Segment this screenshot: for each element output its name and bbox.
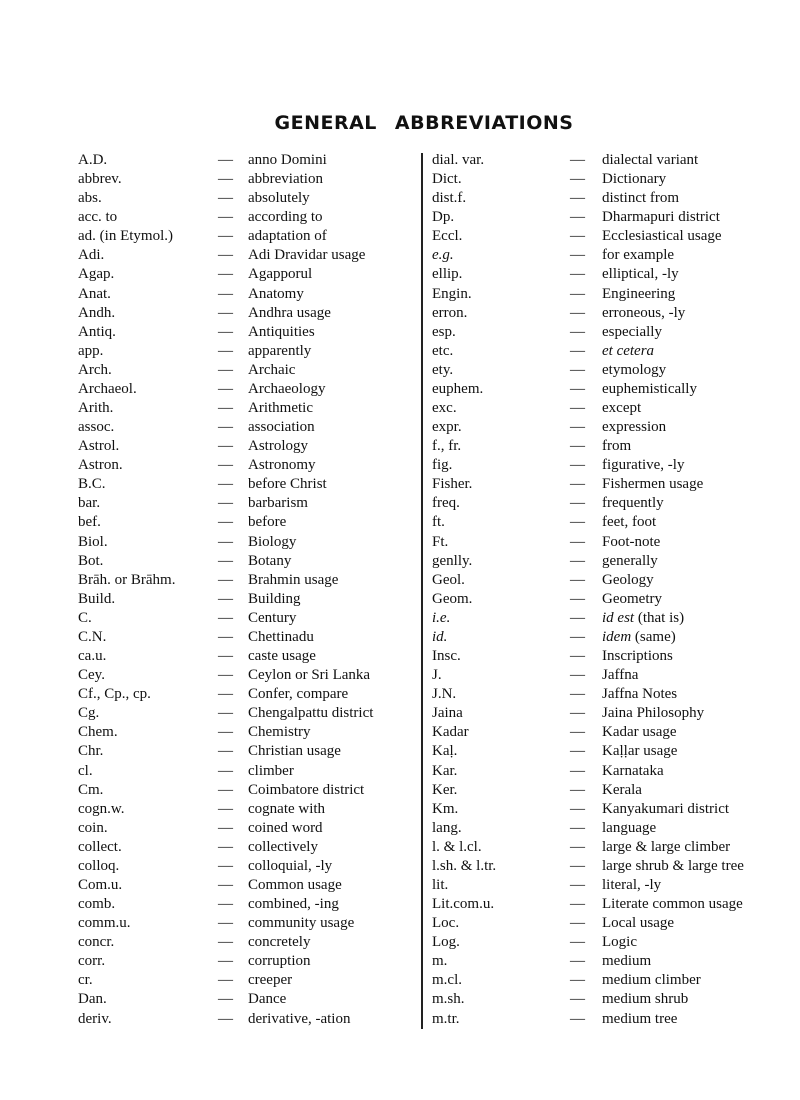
- entry-dash: —: [218, 934, 233, 951]
- abbreviation-term: Cf., Cp., cp.: [78, 686, 151, 703]
- abbreviation-term: m.cl.: [432, 972, 462, 989]
- abbreviation-term: ca.u.: [78, 648, 107, 665]
- abbreviation-term: J.: [432, 667, 442, 684]
- entry-dash: —: [570, 400, 585, 417]
- entry-dash: —: [218, 152, 233, 168]
- abbreviation-meaning: distinct from: [602, 190, 680, 207]
- abbreviation-term: C.N.: [78, 628, 107, 645]
- abbreviation-term: Chem.: [78, 724, 118, 741]
- abbreviation-term: etc.: [432, 342, 454, 359]
- entry-dash: —: [218, 896, 233, 913]
- abbreviation-term: abbrev.: [78, 171, 122, 188]
- entry-dash: —: [570, 724, 585, 741]
- entry-dash: —: [218, 361, 233, 378]
- entry-dash: —: [570, 915, 585, 932]
- title-word-2: ABBREVIATIONS: [394, 112, 574, 134]
- entry-dash: —: [570, 190, 585, 207]
- abbreviation-meaning: apparently: [248, 342, 312, 359]
- entry-dash: —: [218, 457, 233, 474]
- entry-dash: —: [570, 514, 585, 531]
- entry-dash: —: [570, 152, 585, 168]
- abbreviation-meaning: erroneous, -ly: [602, 304, 686, 321]
- abbreviation-meaning: Dictionary: [602, 171, 667, 188]
- entry-dash: —: [218, 438, 233, 455]
- abbreviation-term: Brāh. or Brāhm.: [78, 571, 176, 588]
- abbreviation-term: ellip.: [432, 266, 463, 283]
- abbreviation-term: Agap.: [78, 266, 115, 283]
- abbreviation-meaning: for example: [602, 247, 675, 264]
- abbreviation-term: Cg.: [78, 705, 100, 722]
- abbreviation-meaning: et cetera: [602, 342, 655, 359]
- meaning-italic-part: id est: [602, 609, 635, 626]
- abbreviation-meaning: adaptation of: [248, 228, 327, 245]
- abbreviation-term: l.sh. & l.tr.: [432, 857, 497, 874]
- entry-dash: —: [570, 667, 585, 684]
- meaning-italic-part: idem: [602, 628, 632, 645]
- abbreviation-meaning: Karnataka: [602, 762, 664, 779]
- entry-dash: —: [570, 247, 585, 264]
- abbreviation-meaning: Local usage: [602, 915, 675, 932]
- abbreviation-meaning: before Christ: [248, 476, 327, 493]
- abbreviation-meaning: Engineering: [602, 285, 676, 302]
- abbreviation-term: Astron.: [78, 457, 123, 474]
- entry-dash: —: [218, 495, 233, 512]
- abbreviation-meaning: Geology: [602, 571, 654, 588]
- abbreviation-meaning: Inscriptions: [602, 648, 673, 665]
- abbreviation-term: Geom.: [432, 590, 473, 607]
- abbreviation-meaning: Kaḷḷar usage: [602, 743, 678, 760]
- entry-dash: —: [570, 609, 585, 626]
- abbreviation-meaning: cognate with: [248, 800, 326, 817]
- entry-dash: —: [218, 476, 233, 493]
- entry-dash: —: [218, 266, 233, 283]
- entry-dash: —: [218, 857, 233, 874]
- abbreviation-term: ety.: [432, 361, 454, 378]
- entry-dash: —: [570, 857, 585, 874]
- abbreviation-term: Adi.: [78, 247, 105, 264]
- abbreviation-meaning: Adi Dravidar usage: [248, 247, 366, 264]
- entry-dash: —: [218, 552, 233, 569]
- abbreviation-meaning: figurative, -ly: [602, 457, 685, 474]
- abbreviation-meaning: etymology: [602, 361, 667, 378]
- abbreviation-term: deriv.: [78, 1010, 112, 1027]
- abbreviation-term: collect.: [78, 838, 122, 855]
- abbreviation-term: freq.: [432, 495, 460, 512]
- abbreviation-term: colloq.: [78, 857, 120, 874]
- entry-dash: —: [218, 533, 233, 550]
- abbreviation-term: A.D.: [78, 152, 108, 168]
- abbreviation-term: Arith.: [78, 400, 114, 417]
- entry-dash: —: [218, 609, 233, 626]
- abbreviation-term: dist.f.: [432, 190, 467, 207]
- abbreviation-term: i.e.: [432, 609, 451, 626]
- abbreviation-term: Antiq.: [78, 323, 116, 340]
- abbreviation-term: Log.: [432, 934, 460, 951]
- entry-dash: —: [218, 724, 233, 741]
- abbreviation-meaning: Foot-note: [602, 533, 661, 550]
- entry-dash: —: [570, 457, 585, 474]
- entry-dash: —: [570, 342, 585, 359]
- entry-dash: —: [218, 781, 233, 798]
- entry-dash: —: [218, 571, 233, 588]
- abbreviation-meaning: community usage: [248, 915, 355, 932]
- abbreviation-meaning: Chemistry: [248, 724, 311, 741]
- abbreviation-term: ft.: [432, 514, 445, 531]
- abbreviation-meaning: frequently: [602, 495, 664, 512]
- abbreviation-meaning: Geometry: [602, 590, 662, 607]
- entry-dash: —: [218, 171, 233, 188]
- abbreviation-term: Astrol.: [78, 438, 120, 455]
- entry-dash: —: [570, 285, 585, 302]
- abbreviation-term: Eccl.: [432, 228, 463, 245]
- entry-dash: —: [218, 686, 233, 703]
- abbreviation-meaning: Christian usage: [248, 743, 341, 760]
- entry-dash: —: [218, 743, 233, 760]
- abbreviation-term: Km.: [432, 800, 459, 817]
- abbreviation-meaning: coined word: [248, 819, 323, 836]
- entry-dash: —: [218, 247, 233, 264]
- abbreviation-term: bar.: [78, 495, 101, 512]
- entry-dash: —: [218, 514, 233, 531]
- entry-dash: —: [570, 705, 585, 722]
- abbreviation-meaning: barbarism: [248, 495, 308, 512]
- entry-dash: —: [570, 533, 585, 550]
- entry-dash: —: [570, 476, 585, 493]
- abbreviation-term: Chr.: [78, 743, 104, 760]
- entry-dash: —: [218, 667, 233, 684]
- abbreviation-meaning: generally: [602, 552, 658, 569]
- abbreviation-term: Kaḷ.: [432, 743, 458, 760]
- abbreviation-term: Cey.: [78, 667, 105, 684]
- abbreviation-term: Insc.: [432, 648, 461, 665]
- abbreviation-meaning: Common usage: [248, 876, 342, 893]
- entry-dash: —: [218, 380, 233, 397]
- entry-dash: —: [570, 571, 585, 588]
- entry-dash: —: [570, 419, 585, 436]
- entry-dash: —: [570, 876, 585, 893]
- abbreviation-term: m.: [432, 953, 448, 970]
- abbreviation-term: lit.: [432, 876, 449, 893]
- abbreviation-meaning: medium climber: [602, 972, 701, 989]
- entry-dash: —: [570, 628, 585, 645]
- abbreviation-term: concr.: [78, 934, 115, 951]
- abbreviation-term: exc.: [432, 400, 457, 417]
- abbreviation-meaning: Chettinadu: [248, 628, 314, 645]
- entry-dash: —: [570, 1010, 585, 1027]
- abbreviation-meaning: Kadar usage: [602, 724, 677, 741]
- abbreviation-term: assoc.: [78, 419, 115, 436]
- abbreviation-meaning: concretely: [248, 934, 311, 951]
- abbreviation-meaning: abbreviation: [248, 171, 323, 188]
- abbreviation-term: erron.: [432, 304, 468, 321]
- abbreviation-term: Archaeol.: [78, 380, 137, 397]
- abbreviation-meaning: absolutely: [248, 190, 310, 207]
- entry-dash: —: [218, 972, 233, 989]
- abbreviation-term: Ker.: [432, 781, 458, 798]
- abbreviation-term: lang.: [432, 819, 462, 836]
- entry-dash: —: [570, 495, 585, 512]
- abbreviation-term: Geol.: [432, 571, 465, 588]
- entry-dash: —: [218, 285, 233, 302]
- abbreviation-meaning: [602, 628, 676, 647]
- abbreviation-term: app.: [78, 342, 104, 359]
- abbreviation-term: cl.: [78, 762, 93, 779]
- entry-dash: —: [218, 400, 233, 417]
- abbreviation-term: Lit.com.u.: [432, 896, 495, 913]
- entry-dash: —: [218, 838, 233, 855]
- abbreviation-term: cogn.w.: [78, 800, 125, 817]
- abbreviation-meaning: Jaina Philosophy: [602, 705, 705, 722]
- abbreviation-term: Cm.: [78, 781, 104, 798]
- abbreviation-meaning: large shrub & large tree: [602, 857, 744, 874]
- abbreviation-meaning: Brahmin usage: [248, 571, 339, 588]
- entry-dash: —: [218, 342, 233, 359]
- abbreviation-term: Dict.: [432, 171, 462, 188]
- abbreviation-meaning: feet, foot: [602, 514, 657, 531]
- entry-dash: —: [218, 876, 233, 893]
- abbreviation-term: ad. (in Etymol.): [78, 228, 173, 245]
- abbreviation-meaning: according to: [248, 209, 323, 226]
- abbreviation-term: e.g.: [432, 247, 454, 264]
- abbreviation-term: Kadar: [432, 724, 469, 741]
- abbreviation-term: B.C.: [78, 476, 106, 493]
- entry-dash: —: [570, 934, 585, 951]
- abbreviation-meaning: association: [248, 419, 315, 436]
- abbreviation-meaning: colloquial, -ly: [248, 857, 333, 874]
- abbreviation-meaning: medium tree: [602, 1010, 678, 1027]
- abbreviation-term: Bot.: [78, 552, 104, 569]
- abbreviation-term: Ft.: [432, 533, 449, 550]
- abbreviation-meaning: [602, 609, 684, 628]
- abbreviation-meaning: Kerala: [602, 781, 642, 798]
- entry-dash: —: [570, 896, 585, 913]
- abbreviation-term: genlly.: [432, 552, 473, 569]
- abbreviation-meaning: euphemistically: [602, 380, 697, 397]
- abbreviation-meaning: Dharmapuri district: [602, 209, 720, 226]
- entry-dash: —: [570, 762, 585, 779]
- abbreviation-term: Engin.: [432, 285, 472, 302]
- entry-dash: —: [218, 190, 233, 207]
- entry-dash: —: [218, 800, 233, 817]
- abbreviation-meaning: large & large climber: [602, 838, 731, 855]
- abbreviation-meaning: collectively: [248, 838, 318, 855]
- entry-dash: —: [570, 323, 585, 340]
- entry-dash: —: [218, 915, 233, 932]
- abbreviation-term: expr.: [432, 419, 462, 436]
- abbreviation-meaning: climber: [248, 762, 294, 779]
- entry-dash: —: [218, 762, 233, 779]
- abbreviation-term: C.: [78, 609, 92, 626]
- entry-dash: —: [218, 628, 233, 645]
- abbreviation-meaning: medium shrub: [602, 991, 689, 1008]
- entry-dash: —: [570, 991, 585, 1008]
- abbreviation-meaning: expression: [602, 419, 667, 436]
- entry-dash: —: [570, 228, 585, 245]
- abbreviation-term: l. & l.cl.: [432, 838, 482, 855]
- entry-dash: —: [218, 1010, 233, 1027]
- entry-dash: —: [570, 800, 585, 817]
- entry-dash: —: [218, 228, 233, 245]
- meaning-rest-part: (that is): [634, 609, 685, 626]
- abbreviation-meaning: Archaeology: [248, 380, 326, 397]
- entry-dash: —: [218, 419, 233, 436]
- entry-dash: —: [570, 838, 585, 855]
- abbreviation-term: euphem.: [432, 380, 484, 397]
- abbreviation-term: m.sh.: [432, 991, 465, 1008]
- abbreviation-meaning: Kanyakumari district: [602, 800, 730, 817]
- abbreviation-term: acc. to: [78, 209, 118, 226]
- entry-dash: —: [570, 380, 585, 397]
- abbreviation-term: Andh.: [78, 304, 116, 321]
- abbreviation-meaning: literal, -ly: [602, 876, 662, 893]
- abbreviation-meaning: caste usage: [248, 648, 316, 665]
- abbreviation-term: f., fr.: [432, 438, 462, 455]
- entry-dash: —: [570, 209, 585, 226]
- abbreviation-term: Loc.: [432, 915, 460, 932]
- abbreviation-meaning: Building: [248, 590, 301, 607]
- abbreviation-term: dial. var.: [432, 152, 485, 168]
- abbreviation-meaning: Century: [248, 609, 297, 626]
- abbreviation-meaning: from: [602, 438, 632, 455]
- abbreviation-meaning: language: [602, 819, 657, 836]
- abbreviation-meaning: Fishermen usage: [602, 476, 704, 493]
- entry-dash: —: [570, 304, 585, 321]
- page-title: [0, 112, 800, 134]
- entry-dash: —: [570, 781, 585, 798]
- entry-dash: —: [570, 819, 585, 836]
- abbreviation-term: cr.: [78, 972, 93, 989]
- entry-dash: —: [570, 972, 585, 989]
- abbreviation-term: bef.: [78, 514, 101, 531]
- abbreviation-term: Dan.: [78, 991, 107, 1008]
- entry-dash: —: [218, 590, 233, 607]
- abbreviation-meaning: Biology: [248, 533, 297, 550]
- abbreviation-meaning: Literate common usage: [602, 896, 743, 913]
- abbreviation-meaning: creeper: [248, 972, 293, 989]
- abbreviation-term: comb.: [78, 896, 116, 913]
- abbreviation-meaning: anno Domini: [248, 152, 327, 168]
- abbreviation-term: Arch.: [78, 361, 112, 378]
- abbreviation-term: Anat.: [78, 285, 111, 302]
- abbreviation-meaning: medium: [602, 953, 652, 970]
- abbreviation-term: Biol.: [78, 533, 108, 550]
- abbreviation-term: Com.u.: [78, 876, 123, 893]
- abbreviation-meaning: Coimbatore district: [248, 781, 365, 798]
- abbreviation-term: Build.: [78, 590, 116, 607]
- abbreviation-term: coin.: [78, 819, 108, 836]
- abbreviation-meaning: derivative, -ation: [248, 1010, 351, 1027]
- abbreviation-meaning: Agapporul: [248, 266, 313, 283]
- abbreviation-meaning: Anatomy: [248, 285, 304, 302]
- entry-dash: —: [570, 686, 585, 703]
- abbreviation-meaning: elliptical, -ly: [602, 266, 679, 283]
- abbreviation-meaning: Astronomy: [248, 457, 316, 474]
- abbreviation-meaning: especially: [602, 323, 662, 340]
- abbreviation-term: J.N.: [432, 686, 457, 703]
- entry-dash: —: [570, 648, 585, 665]
- entry-dash: —: [218, 705, 233, 722]
- abbreviation-meaning: dialectal variant: [602, 152, 699, 168]
- abbreviation-term: esp.: [432, 323, 456, 340]
- abbreviation-meaning: Chengalpattu district: [248, 705, 374, 722]
- abbreviation-term: corr.: [78, 953, 106, 970]
- abbreviation-meaning: Archaic: [248, 361, 296, 378]
- entry-dash: —: [218, 209, 233, 226]
- abbreviation-meaning: Jaffna: [602, 667, 639, 684]
- abbreviation-meaning: Confer, compare: [248, 686, 349, 703]
- abbreviation-meaning: except: [602, 400, 642, 417]
- abbreviation-meaning: Jaffna Notes: [602, 686, 678, 703]
- entry-dash: —: [570, 743, 585, 760]
- column-divider: [421, 153, 423, 1029]
- entry-dash: —: [218, 323, 233, 340]
- entry-dash: —: [218, 648, 233, 665]
- entry-dash: —: [570, 266, 585, 283]
- abbreviation-term: m.tr.: [432, 1010, 460, 1027]
- entry-dash: —: [570, 552, 585, 569]
- abbreviation-term: id.: [432, 628, 448, 645]
- entry-dash: —: [570, 953, 585, 970]
- abbreviation-term: fig.: [432, 457, 453, 474]
- abbreviation-meaning: Dance: [248, 991, 287, 1008]
- abbreviation-meaning: combined, -ing: [248, 896, 339, 913]
- entry-dash: —: [570, 438, 585, 455]
- abbreviation-meaning: Botany: [248, 552, 292, 569]
- abbreviation-meaning: before: [248, 514, 287, 531]
- abbreviation-term: Jaina: [432, 705, 463, 722]
- abbreviation-meaning: corruption: [248, 953, 311, 970]
- title-word-1: GENERAL: [274, 112, 377, 134]
- entry-dash: —: [218, 304, 233, 321]
- meaning-rest-part: (same): [631, 628, 676, 645]
- entry-dash: —: [218, 953, 233, 970]
- abbreviation-term: comm.u.: [78, 915, 131, 932]
- abbreviation-term: Dp.: [432, 209, 455, 226]
- abbreviation-meaning: Astrology: [248, 438, 308, 455]
- abbreviation-meaning: Andhra usage: [248, 304, 331, 321]
- abbreviation-term: Kar.: [432, 762, 458, 779]
- abbreviation-meaning: Ceylon or Sri Lanka: [248, 667, 371, 684]
- abbreviation-meaning: Antiquities: [248, 323, 315, 340]
- entry-dash: —: [218, 819, 233, 836]
- abbreviation-term: Fisher.: [432, 476, 473, 493]
- entry-dash: —: [570, 361, 585, 378]
- abbreviation-meaning: Logic: [602, 934, 637, 951]
- entry-dash: —: [570, 590, 585, 607]
- abbreviation-meaning: Arithmetic: [248, 400, 313, 417]
- abbreviation-term: abs.: [78, 190, 102, 207]
- abbreviation-meaning: Ecclesiastical usage: [602, 228, 722, 245]
- entry-dash: —: [570, 171, 585, 188]
- entry-dash: —: [218, 991, 233, 1008]
